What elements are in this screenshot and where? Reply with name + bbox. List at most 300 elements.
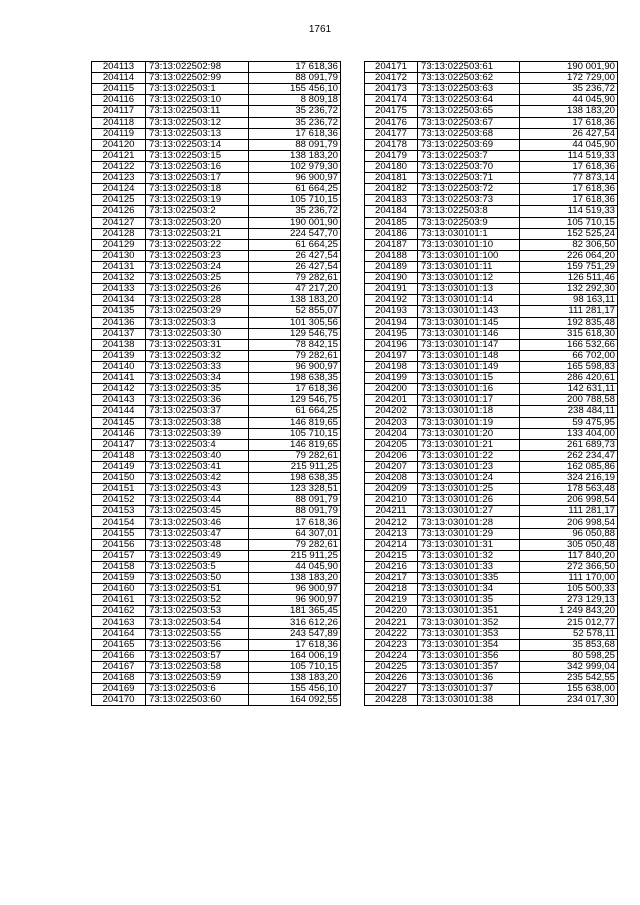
cadastral-value: 192 835,48 (520, 317, 618, 328)
cadastral-number: 73:13:022503:48 (146, 539, 249, 550)
cadastral-number: 73:13:030101:35 (418, 595, 520, 606)
cadastral-value: 96 900,97 (249, 595, 341, 606)
table-row (365, 250, 618, 261)
row-number: 204131 (92, 261, 146, 272)
cadastral-value: 165 598,83 (520, 361, 618, 372)
row-number: 204156 (92, 539, 146, 550)
table-row (92, 550, 341, 561)
row-number: 204211 (365, 506, 418, 517)
cadastral-value: 198 638,35 (249, 473, 341, 484)
cadastral-value: 146 819,65 (249, 439, 341, 450)
row-number: 204145 (92, 417, 146, 428)
cadastral-number: 73:13:022503:9 (418, 217, 520, 228)
cadastral-value: 105 710,15 (520, 217, 618, 228)
cadastral-value: 105 500,33 (520, 584, 618, 595)
cadastral-value: 98 163,11 (520, 295, 618, 306)
table-row (92, 595, 341, 606)
cadastral-value: 190 001,90 (249, 217, 341, 228)
table-row (365, 306, 618, 317)
row-number: 204206 (365, 450, 418, 461)
row-number: 204130 (92, 250, 146, 261)
table-row (92, 395, 341, 406)
cadastral-number: 73:13:030101:38 (418, 695, 520, 706)
table-row (92, 439, 341, 450)
cadastral-value: 155 456,10 (249, 684, 341, 695)
row-number: 204136 (92, 317, 146, 328)
cadastral-value: 215 911,25 (249, 550, 341, 561)
cadastral-number: 73:13:030101:36 (418, 673, 520, 684)
cadastral-number: 73:13:022503:59 (146, 673, 249, 684)
cadastral-value: 200 788,58 (520, 395, 618, 406)
row-number: 204113 (92, 62, 146, 73)
row-number: 204182 (365, 184, 418, 195)
cadastral-number: 73:13:030101:21 (418, 439, 520, 450)
cadastral-value: 129 546,75 (249, 395, 341, 406)
row-number: 204212 (365, 517, 418, 528)
cadastral-value: 79 282,61 (249, 539, 341, 550)
cadastral-number: 73:13:030101:100 (418, 250, 520, 261)
cadastral-value: 17 618,36 (520, 161, 618, 172)
cadastral-number: 73:13:022503:45 (146, 506, 249, 517)
row-number: 204155 (92, 528, 146, 539)
cadastral-number: 73:13:022503:11 (146, 106, 249, 117)
cadastral-value: 261 689,73 (520, 439, 618, 450)
row-number: 204116 (92, 95, 146, 106)
cadastral-value: 215 911,25 (249, 461, 341, 472)
cadastral-number: 73:13:022503:55 (146, 628, 249, 639)
cadastral-value: 96 900,97 (249, 361, 341, 372)
row-number: 204227 (365, 684, 418, 695)
cadastral-number: 73:13:022503:68 (418, 128, 520, 139)
row-number: 204126 (92, 206, 146, 217)
row-number: 204197 (365, 350, 418, 361)
table-row (92, 528, 341, 539)
table-row (365, 450, 618, 461)
cadastral-value: 155 638,00 (520, 684, 618, 695)
table-row (365, 228, 618, 239)
table-row (365, 295, 618, 306)
cadastral-value: 88 091,79 (249, 73, 341, 84)
cadastral-number: 73:13:030101:10 (418, 239, 520, 250)
cadastral-value: 262 234,47 (520, 450, 618, 461)
cadastral-number: 73:13:030101:24 (418, 473, 520, 484)
cadastral-value: 215 012,77 (520, 617, 618, 628)
table-row (92, 317, 341, 328)
cadastral-number: 73:13:022503:26 (146, 284, 249, 295)
cadastral-number: 73:13:022503:3 (146, 317, 249, 328)
row-number: 204161 (92, 595, 146, 606)
cadastral-value: 35 236,72 (249, 117, 341, 128)
cadastral-value: 66 702,00 (520, 350, 618, 361)
cadastral-number: 73:13:030101:37 (418, 684, 520, 695)
cadastral-value: 17 618,36 (520, 117, 618, 128)
cadastral-number: 73:13:022503:61 (418, 62, 520, 73)
table-row (92, 261, 341, 272)
cadastral-value: 123 328,51 (249, 484, 341, 495)
row-number: 204208 (365, 473, 418, 484)
row-number: 204142 (92, 384, 146, 395)
row-number: 204143 (92, 395, 146, 406)
row-number: 204202 (365, 406, 418, 417)
registry-table-left (91, 61, 341, 706)
row-number: 204215 (365, 550, 418, 561)
cadastral-number: 73:13:022503:17 (146, 173, 249, 184)
table-row (92, 695, 341, 706)
row-number: 204186 (365, 228, 418, 239)
cadastral-number: 73:13:022503:10 (146, 95, 249, 106)
row-number: 204224 (365, 650, 418, 661)
table-row (365, 361, 618, 372)
cadastral-value: 96 050,88 (520, 528, 618, 539)
cadastral-value: 8 809,18 (249, 95, 341, 106)
cadastral-value: 52 855,07 (249, 306, 341, 317)
table-row (92, 495, 341, 506)
table-row (365, 128, 618, 139)
table-row (92, 84, 341, 95)
table-row (92, 473, 341, 484)
row-number: 204166 (92, 650, 146, 661)
table-row (365, 139, 618, 150)
cadastral-number: 73:13:022503:40 (146, 450, 249, 461)
cadastral-number: 73:13:030101:32 (418, 550, 520, 561)
cadastral-value: 35 236,72 (249, 106, 341, 117)
cadastral-number: 73:13:022503:1 (146, 84, 249, 95)
row-number: 204124 (92, 184, 146, 195)
table-row (92, 384, 341, 395)
table-row (365, 495, 618, 506)
cadastral-value: 138 183,20 (249, 295, 341, 306)
table-row (365, 561, 618, 572)
cadastral-value: 96 900,97 (249, 173, 341, 184)
table-row (92, 350, 341, 361)
table-row (92, 273, 341, 284)
row-number: 204199 (365, 373, 418, 384)
row-number: 204123 (92, 173, 146, 184)
cadastral-number: 73:13:022503:44 (146, 495, 249, 506)
row-number: 204146 (92, 428, 146, 439)
cadastral-value: 146 819,65 (249, 417, 341, 428)
cadastral-number: 73:13:022503:24 (146, 261, 249, 272)
table-row (365, 195, 618, 206)
cadastral-value: 162 085,86 (520, 461, 618, 472)
table-row (92, 428, 341, 439)
row-number: 204138 (92, 339, 146, 350)
row-number: 204195 (365, 328, 418, 339)
row-number: 204203 (365, 417, 418, 428)
cadastral-number: 73:13:030101:148 (418, 350, 520, 361)
cadastral-value: 316 612,26 (249, 617, 341, 628)
row-number: 204194 (365, 317, 418, 328)
row-number: 204207 (365, 461, 418, 472)
cadastral-number: 73:13:022503:15 (146, 150, 249, 161)
cadastral-value: 133 404,00 (520, 428, 618, 439)
row-number: 204190 (365, 273, 418, 284)
row-number: 204181 (365, 173, 418, 184)
cadastral-number: 73:13:022503:18 (146, 184, 249, 195)
row-number: 204134 (92, 295, 146, 306)
table-row (365, 317, 618, 328)
cadastral-value: 206 998,54 (520, 495, 618, 506)
row-number: 204160 (92, 584, 146, 595)
row-number: 204144 (92, 406, 146, 417)
table-row (92, 217, 341, 228)
cadastral-number: 73:13:022503:72 (418, 184, 520, 195)
cadastral-number: 73:13:022503:50 (146, 573, 249, 584)
row-number: 204205 (365, 439, 418, 450)
row-number: 204214 (365, 539, 418, 550)
cadastral-number: 73:13:030101:20 (418, 428, 520, 439)
cadastral-number: 73:13:022503:5 (146, 561, 249, 572)
row-number: 204122 (92, 161, 146, 172)
table-row (365, 395, 618, 406)
cadastral-value: 105 710,15 (249, 195, 341, 206)
table-row (92, 417, 341, 428)
cadastral-number: 73:13:030101:146 (418, 328, 520, 339)
cadastral-value: 342 999,04 (520, 661, 618, 672)
row-number: 204221 (365, 617, 418, 628)
row-number: 204220 (365, 606, 418, 617)
table-row (92, 639, 341, 650)
row-number: 204177 (365, 128, 418, 139)
cadastral-value: 138 183,20 (249, 573, 341, 584)
row-number: 204196 (365, 339, 418, 350)
cadastral-value: 234 017,30 (520, 695, 618, 706)
cadastral-value: 198 638,35 (249, 373, 341, 384)
row-number: 204125 (92, 195, 146, 206)
table-row (92, 484, 341, 495)
table-row (92, 328, 341, 339)
table-row (365, 73, 618, 84)
cadastral-number: 73:13:022503:70 (418, 161, 520, 172)
cadastral-value: 35 236,72 (249, 206, 341, 217)
table-row (92, 128, 341, 139)
cadastral-number: 73:13:030101:19 (418, 417, 520, 428)
cadastral-value: 206 998,54 (520, 517, 618, 528)
table-row (92, 517, 341, 528)
cadastral-number: 73:13:022503:14 (146, 139, 249, 150)
row-number: 204169 (92, 684, 146, 695)
cadastral-number: 73:13:030101:18 (418, 406, 520, 417)
table-row (365, 606, 618, 617)
cadastral-value: 126 511,46 (520, 273, 618, 284)
cadastral-number: 73:13:022503:7 (418, 150, 520, 161)
cadastral-value: 61 664,25 (249, 406, 341, 417)
row-number: 204137 (92, 328, 146, 339)
cadastral-number: 73:13:030101:31 (418, 539, 520, 550)
table-row (92, 250, 341, 261)
table-row (92, 628, 341, 639)
row-number: 204119 (92, 128, 146, 139)
cadastral-number: 73:13:022502:98 (146, 62, 249, 73)
table-row (92, 195, 341, 206)
cadastral-number: 73:13:022503:62 (418, 73, 520, 84)
table-row (365, 206, 618, 217)
table-row (92, 673, 341, 684)
cadastral-number: 73:13:022503:32 (146, 350, 249, 361)
row-number: 204179 (365, 150, 418, 161)
cadastral-value: 96 900,97 (249, 584, 341, 595)
table-row (365, 184, 618, 195)
table-row (92, 62, 341, 73)
cadastral-number: 73:13:030101:12 (418, 273, 520, 284)
cadastral-number: 73:13:022503:63 (418, 84, 520, 95)
table-row (365, 617, 618, 628)
cadastral-number: 73:13:022503:6 (146, 684, 249, 695)
cadastral-number: 73:13:030101:1 (418, 228, 520, 239)
table-row (92, 617, 341, 628)
row-number: 204175 (365, 106, 418, 117)
row-number: 204128 (92, 228, 146, 239)
row-number: 204204 (365, 428, 418, 439)
cadastral-number: 73:13:030101:11 (418, 261, 520, 272)
row-number: 204157 (92, 550, 146, 561)
cadastral-number: 73:13:022503:73 (418, 195, 520, 206)
cadastral-value: 138 183,20 (249, 673, 341, 684)
registry-table-body (92, 62, 341, 706)
cadastral-number: 73:13:030101:143 (418, 306, 520, 317)
row-number: 204216 (365, 561, 418, 572)
cadastral-value: 44 045,90 (249, 561, 341, 572)
cadastral-value: 138 183,20 (520, 106, 618, 117)
table-row (92, 206, 341, 217)
cadastral-value: 273 129,13 (520, 595, 618, 606)
row-number: 204152 (92, 495, 146, 506)
table-row (92, 361, 341, 372)
cadastral-value: 132 292,30 (520, 284, 618, 295)
row-number: 204114 (92, 73, 146, 84)
row-number: 204120 (92, 139, 146, 150)
row-number: 204132 (92, 273, 146, 284)
table-row (92, 95, 341, 106)
cadastral-value: 286 420,61 (520, 373, 618, 384)
cadastral-value: 61 664,25 (249, 239, 341, 250)
row-number: 204201 (365, 395, 418, 406)
row-number: 204149 (92, 461, 146, 472)
table-row (365, 217, 618, 228)
cadastral-value: 44 045,90 (520, 95, 618, 106)
cadastral-value: 61 664,25 (249, 184, 341, 195)
cadastral-number: 73:13:030101:33 (418, 561, 520, 572)
cadastral-number: 73:13:022503:13 (146, 128, 249, 139)
cadastral-value: 44 045,90 (520, 139, 618, 150)
row-number: 204187 (365, 239, 418, 250)
table-row (365, 339, 618, 350)
cadastral-value: 142 631,11 (520, 384, 618, 395)
cadastral-number: 73:13:022503:31 (146, 339, 249, 350)
row-number: 204164 (92, 628, 146, 639)
cadastral-number: 73:13:022503:67 (418, 117, 520, 128)
row-number: 204172 (365, 73, 418, 84)
cadastral-value: 79 282,61 (249, 350, 341, 361)
table-row (92, 339, 341, 350)
cadastral-number: 73:13:030101:354 (418, 639, 520, 650)
row-number: 204133 (92, 284, 146, 295)
table-row (365, 384, 618, 395)
row-number: 204173 (365, 84, 418, 95)
table-row (365, 428, 618, 439)
table-row (365, 62, 618, 73)
cadastral-value: 17 618,36 (249, 62, 341, 73)
table-row (365, 439, 618, 450)
table-row (92, 161, 341, 172)
cadastral-number: 73:13:022503:65 (418, 106, 520, 117)
cadastral-value: 26 427,54 (249, 261, 341, 272)
cadastral-value: 64 307,01 (249, 528, 341, 539)
cadastral-value: 80 598,25 (520, 650, 618, 661)
cadastral-value: 17 618,36 (249, 517, 341, 528)
table-row (365, 173, 618, 184)
table-row (92, 450, 341, 461)
cadastral-value: 152 525,24 (520, 228, 618, 239)
row-number: 204213 (365, 528, 418, 539)
row-number: 204217 (365, 573, 418, 584)
cadastral-value: 105 710,15 (249, 661, 341, 672)
cadastral-number: 73:13:030101:335 (418, 573, 520, 584)
table-row (92, 584, 341, 595)
cadastral-value: 172 729,00 (520, 73, 618, 84)
cadastral-number: 73:13:022502:99 (146, 73, 249, 84)
table-row (92, 461, 341, 472)
row-number: 204198 (365, 361, 418, 372)
cadastral-number: 73:13:022503:25 (146, 273, 249, 284)
table-row (92, 684, 341, 695)
table-row (365, 628, 618, 639)
table-row (92, 139, 341, 150)
row-number: 204210 (365, 495, 418, 506)
table-row (365, 650, 618, 661)
table-row (365, 95, 618, 106)
cadastral-value: 79 282,61 (249, 450, 341, 461)
row-number: 204167 (92, 661, 146, 672)
table-row (92, 228, 341, 239)
row-number: 204115 (92, 84, 146, 95)
cadastral-value: 111 281,17 (520, 306, 618, 317)
cadastral-number: 73:13:022503:46 (146, 517, 249, 528)
row-number: 204135 (92, 306, 146, 317)
table-row (365, 417, 618, 428)
table-row (92, 606, 341, 617)
cadastral-number: 73:13:022503:69 (418, 139, 520, 150)
cadastral-number: 73:13:022503:47 (146, 528, 249, 539)
table-row (92, 373, 341, 384)
table-row (365, 117, 618, 128)
cadastral-value: 102 979,30 (249, 161, 341, 172)
cadastral-number: 73:13:030101:23 (418, 461, 520, 472)
cadastral-number: 73:13:030101:357 (418, 661, 520, 672)
cadastral-number: 73:13:022503:19 (146, 195, 249, 206)
row-number: 204188 (365, 250, 418, 261)
cadastral-number: 73:13:022503:20 (146, 217, 249, 228)
cadastral-number: 73:13:022503:52 (146, 595, 249, 606)
table-row (92, 184, 341, 195)
cadastral-number: 73:13:022503:16 (146, 161, 249, 172)
table-row (92, 106, 341, 117)
table-row (365, 273, 618, 284)
row-number: 204140 (92, 361, 146, 372)
row-number: 204170 (92, 695, 146, 706)
cadastral-number: 73:13:030101:16 (418, 384, 520, 395)
table-row (365, 506, 618, 517)
row-number: 204153 (92, 506, 146, 517)
cadastral-value: 226 064,20 (520, 250, 618, 261)
row-number: 204219 (365, 595, 418, 606)
cadastral-value: 117 840,20 (520, 550, 618, 561)
cadastral-value: 164 092,55 (249, 695, 341, 706)
cadastral-number: 73:13:022503:23 (146, 250, 249, 261)
cadastral-number: 73:13:030101:17 (418, 395, 520, 406)
cadastral-number: 73:13:022503:22 (146, 239, 249, 250)
cadastral-number: 73:13:022503:30 (146, 328, 249, 339)
